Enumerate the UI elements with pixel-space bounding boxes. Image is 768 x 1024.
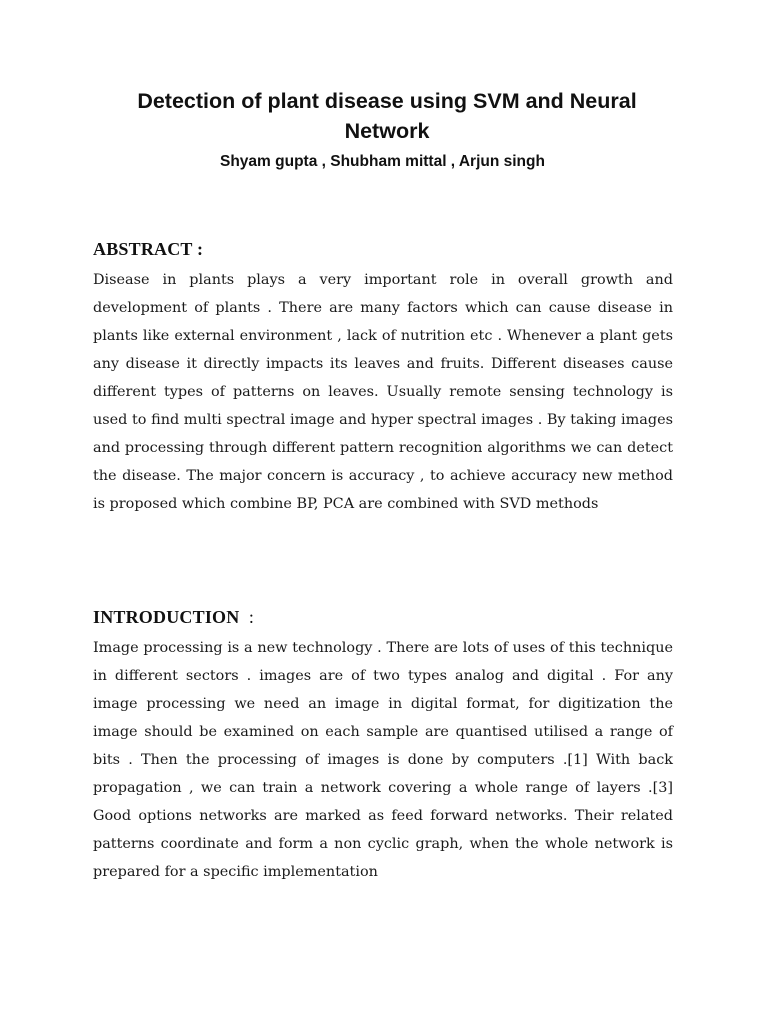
- introduction-heading: [93, 605, 254, 629]
- introduction-heading-colon: :: [248, 607, 255, 627]
- introduction-body: Image processing is a new technology . There are lots of uses of this technique in different sectors . images are of two types analog and digital . For any image processing we need an image in digital format, for digitization the image should be examined on each sample are quantised utilised a range of bits . Then the processing of images is done by computers .[1] With back propagation , we can train a network covering a whole range of layers .[3] Good options networks are marked as feed forward networks. Their related patterns coordinate and form a non cyclic graph, when the whole network is prepared for a specific implementation: [93, 640, 673, 880]
- author-list: Shyam gupta , Shubham mittal , Arjun singh: [220, 153, 545, 170]
- abstract-heading: ABSTRACT :: [93, 239, 204, 259]
- abstract-body: Disease in plants plays a very important role in overall growth and development of plants . There are many factors which can cause disease in plants like external environment , lack of nutrition etc . Whenever a plant gets any disease it directly impacts its leaves and fruits. Different diseases cause different types of patterns on leaves. Usually remote sensing technology is used to find multi spectral image and hyper spectral images . By taking images and processing through different pattern recognition algorithms we can detect the disease. The major concern is accuracy , to achieve accuracy new method is proposed which combine BP, PCA are combined with SVD methods: [93, 272, 673, 512]
- paper-title: Detection of plant disease using SVM and Neural Network: [137, 89, 637, 143]
- introduction-heading-label: INTRODUCTION: [93, 607, 240, 627]
